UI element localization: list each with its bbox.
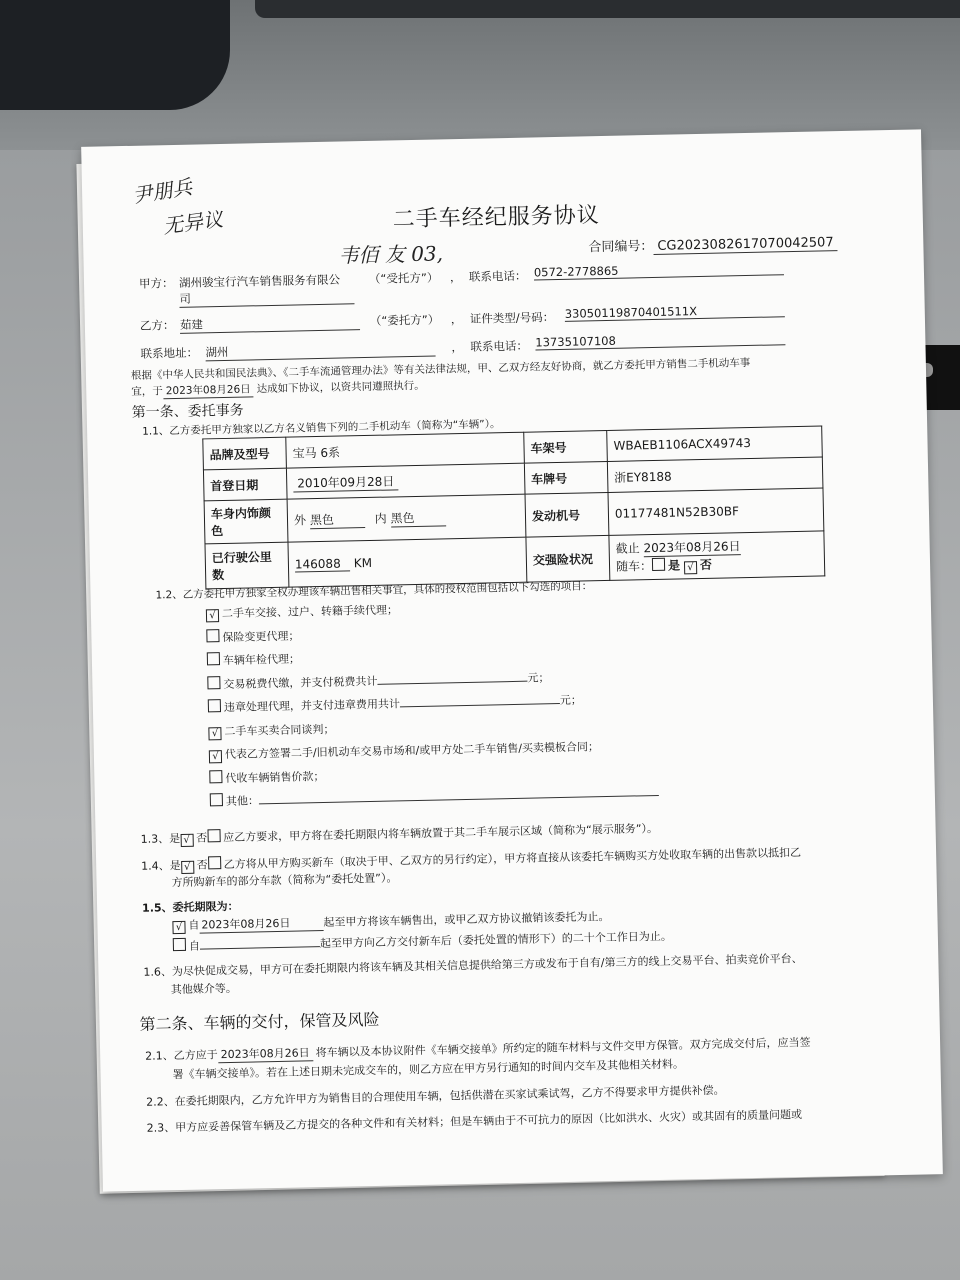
list-item: 代收车辆销售价款； bbox=[209, 757, 658, 790]
clause-1-1: 1.1、乙方委托甲方独家以乙方名义销售下列的二手机动车（简称为“车辆”）。 bbox=[142, 418, 501, 438]
plate-value: 浙EY8188 bbox=[607, 457, 823, 492]
contract-page bbox=[81, 129, 943, 1191]
clause-1-5-b: 自 起至甲方向乙方交付新车后（委托处置的情形下）的二十个工作日为止。 bbox=[173, 928, 672, 954]
party-a-name-line2: 司 bbox=[179, 287, 354, 308]
keyboard-edge bbox=[255, 0, 960, 18]
table-row: 首登日期 2010年09月28日 车牌号 浙EY8188 bbox=[203, 457, 823, 501]
handwritten-name: 尹朋兵 bbox=[130, 174, 194, 208]
party-b-id: 33050119870401511X bbox=[565, 302, 785, 322]
authorization-options bbox=[206, 593, 659, 814]
clause-2-1: 2.1、乙方应于 2023年08月26日 将车辆以及本协议附件《车辆交接单》所约定的随车材料与文件交甲方保管。双方完成交付后，应当签 bbox=[145, 1035, 811, 1063]
party-b-id-label: 证件类型/号码： bbox=[469, 310, 555, 326]
clause-1-4-cont: 方所购新车的部分车款（简称为“委托处置”）。 bbox=[171, 871, 398, 890]
table-row: 车身内饰颜色 外 黑色 内 黑色 发动机号 01177481N52B30BF bbox=[204, 488, 824, 544]
km-value: 146088 bbox=[295, 556, 350, 572]
table-row: 已行驶公里数 146088 KM 交强险状况 截止 2023年08月26日 随车： 是 √ 否 bbox=[205, 531, 825, 589]
party-b-phone-label: 联系电话： bbox=[470, 338, 529, 354]
party-a-name: 湖州骏宝行汽车销售服务有限公 bbox=[178, 272, 341, 290]
clause-2-3: 2.3、甲方应妥善保管车辆及乙方提交的各种文件和有关材料；但是车辆由于不可抗力的原因（比如洪水、火灾）或其固有的质量问题或 bbox=[146, 1108, 803, 1135]
clause-2-1-cont: 署《车辆交接单》。若在上述日期未完成交车的，则乙方应在甲方另行通知的时间内交车及其他相关材料。 bbox=[172, 1057, 685, 1082]
vin-value: WBAEB1106ACX49743 bbox=[607, 426, 823, 461]
list-item: 保险变更代理； bbox=[206, 616, 655, 649]
handwritten-signature: 韦佰 友 03, bbox=[338, 241, 444, 268]
party-b-phone: 13735107108 bbox=[535, 330, 785, 350]
clause-1-4: 1.4、是 √ 否 乙方将从甲方购买新车（取决于甲、乙双方的另行约定），甲方将直接从该委托车辆购买方处收取车辆的出售款以抵扣乙 bbox=[141, 845, 802, 873]
clause-1-2: 1.2、乙方委托甲方独家全权办理该车辆出售相关事宜，具体的授权范围包括以下勾选的项目： bbox=[155, 580, 593, 602]
party-b-addr: 湖州 bbox=[205, 340, 435, 362]
insurance-until: 2023年08月26日 bbox=[643, 539, 741, 556]
party-b-name: 茹建 bbox=[180, 313, 360, 334]
clause-1-5-a: √ 自 2023年08月26日 起至甲方将该车辆售出，或甲乙双方协议撤销该委托为止。 bbox=[172, 908, 609, 934]
list-item: 交易税费代缴，并支付税费共计 元； bbox=[207, 663, 656, 696]
yes-checkbox bbox=[652, 558, 665, 571]
clause-1-3: 1.3、是 √ 否 应乙方要求，甲方将在委托期限内将车辆放置于其二手车展示区域（简称为“展示服务”）。 bbox=[140, 821, 659, 846]
no-checkbox-checked: √ bbox=[684, 561, 697, 574]
party-b-label: 乙方： bbox=[139, 317, 175, 333]
list-item: 车辆年检代理； bbox=[207, 640, 656, 673]
page-title: 二手车经纪服务协议 bbox=[392, 203, 600, 233]
list-item: √ 二手车交接、过户、转籍手续代理； bbox=[206, 593, 655, 626]
list-item: 其他： bbox=[210, 781, 659, 814]
party-a-label: 甲方： bbox=[138, 276, 174, 291]
preamble-line1: 根据《中华人民共和国民法典》、《二手车流通管理办法》等有关法律法规，甲、乙双方经友好协商，就乙方委托甲方销售二手机动车事 bbox=[130, 356, 751, 382]
handwritten-no-objection: 无异议 bbox=[161, 206, 225, 239]
engine-value: 01177481N52B30BF bbox=[608, 488, 824, 535]
list-item: 违章处理代理，并支付违章费用共计 元； bbox=[208, 687, 657, 720]
list-item: √ 二手车买卖合同谈判； bbox=[208, 710, 657, 743]
inner-color: 黑色 bbox=[390, 508, 445, 527]
reg-date-value: 2010年09月28日 bbox=[293, 472, 398, 492]
list-item: √ 代表乙方签署二手/旧机动车交易市场和/或甲方处二手车销售/买卖模板合同； bbox=[209, 734, 658, 767]
party-a-phone-label: 联系电话： bbox=[468, 268, 527, 284]
contract-number: 合同编号： CG2023082617070042507 bbox=[588, 231, 838, 255]
clause-1-6-cont: 其他媒介等。 bbox=[170, 981, 237, 997]
table-row: 品牌及型号 宝马 6系 车架号 WBAEB1106ACX49743 bbox=[203, 426, 823, 470]
outer-color: 黑色 bbox=[310, 510, 365, 529]
party-a-comma: ， bbox=[449, 269, 462, 285]
clause-1-5-label: 1.5、委托期限为： bbox=[141, 899, 239, 915]
clause-2-2: 2.2、在委托期限内，乙方允许甲方为销售目的合理使用车辆，包括供潜在买家试乘试驾，乙方不得要求甲方提供补偿。 bbox=[146, 1083, 725, 1109]
party-b-addr-label: 联系地址： bbox=[140, 345, 199, 361]
section2-heading: 第二条、车辆的交付，保管及风险 bbox=[139, 1009, 380, 1034]
party-a-role: （“受托方”） bbox=[368, 270, 439, 286]
vehicle-info-table bbox=[202, 425, 825, 589]
clause-1-6: 1.6、为尽快促成交易，甲方可在委托期限内将该车辆及其相关信息提供给第三方或发布于自有/第三方的线上交易平台、拍卖竞价平台、 bbox=[143, 951, 803, 979]
preamble-line2: 宜，于 2023年08月26日 达成如下协议，以资共同遵照执行。 bbox=[131, 379, 425, 398]
section1-heading: 第一条、委托事务 bbox=[131, 402, 244, 421]
party-b-comma-2: ， bbox=[451, 339, 464, 355]
monitor-stand bbox=[0, 0, 230, 110]
party-b-comma: ， bbox=[450, 311, 463, 327]
party-a-phone: 0572-2778865 bbox=[534, 260, 784, 280]
brand-value: 宝马 6系 bbox=[286, 432, 525, 468]
party-b-role: （“委托方”） bbox=[369, 312, 440, 328]
